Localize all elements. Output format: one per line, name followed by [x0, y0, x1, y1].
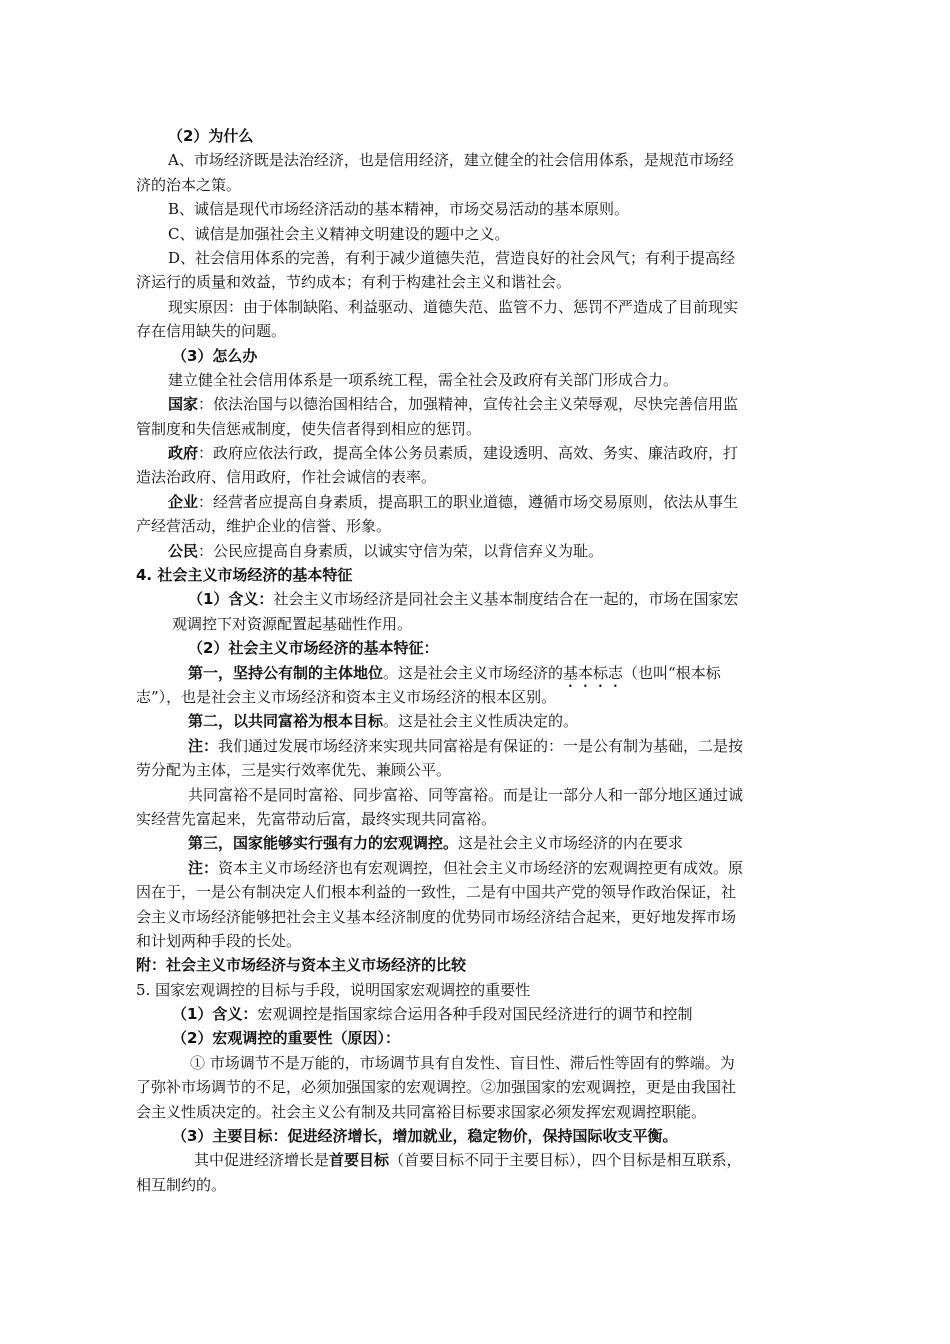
text-run: 造法治政府、信用政府，作社会诚信的表率。 [136, 468, 437, 487]
text-line [136, 563, 820, 587]
text-run: 5. 国家宏观调控的目标与手段，说明国家宏观调控的重要性 [136, 980, 531, 999]
text-run: 存在信用缺失的问题。 [136, 322, 287, 341]
text-run: （首要目标不同于主要目标），四个目标是相互联系， [389, 1151, 742, 1170]
text-run: 会主义市场经济能够把社会主义基本经济制度的优势同市场经济结合起来，更好地发挥市场 [136, 907, 737, 926]
text-line [136, 734, 820, 758]
text-run: 相互制约的。 [136, 1175, 227, 1194]
text-run: ：依法治国与以德治国相结合，加强精神，宣传社会主义荣辱观，尽快完善信用监 [198, 395, 739, 414]
text-line [136, 612, 820, 636]
text-line [136, 148, 820, 172]
text-line [136, 124, 820, 148]
text-line [136, 1051, 820, 1075]
bold-text: 第一，坚持公有制的主体地位 [188, 663, 384, 682]
text-line [136, 661, 820, 685]
text-line [136, 514, 820, 538]
text-run: 资本主义市场经济也有宏观调控，但社会主义市场经济的宏观调控更有成效。原 [218, 858, 744, 877]
text-line [136, 929, 820, 953]
text-run: ：经营者应提高自身素质，提高职工的职业道德，遵循市场交易原则，依法从事生 [198, 492, 739, 511]
bold-text: 4. 社会主义市场经济的基本特征 [136, 566, 353, 585]
text-run: B、诚信是现代市场经济活动的基本精神，市场交易活动的基本原则。 [168, 200, 630, 219]
text-line [136, 856, 820, 880]
text-run: 这是社会主义市场经济的内在要求 [458, 834, 684, 853]
text-run: 。这是社会主义市场经济的 [383, 663, 564, 682]
text-run: 实经营先富起来，先富带动后富，最终实现共同富裕。 [136, 809, 497, 828]
text-line [136, 197, 820, 221]
text-run: C、诚信是加强社会主义精神文明建设的题中之义。 [168, 224, 510, 243]
text-line [136, 1173, 820, 1197]
text-run: 。这是社会主义性质决定的。 [383, 712, 579, 731]
text-run: A、市场经济既是法治经济，也是信用经济，建立健全的社会信用体系，是规范市场经 [168, 151, 734, 170]
bold-text: 附：社会主义市场经济与资本主义市场经济的比较 [136, 956, 467, 975]
text-line [136, 490, 820, 514]
text-run: ：政府应依法行政，提高全体公务员素质，建设透明、高效、务实、廉洁政府，打 [198, 444, 739, 463]
text-run: 了弥补市场调节的不足，必须加强国家的宏观调控。②加强国家的宏观调控，更是由我国社 [136, 1078, 737, 1097]
text-run: 建立健全社会信用体系是一项系统工程，需全社会及政府有关部门形成合力。 [168, 370, 679, 389]
text-line [136, 1075, 820, 1099]
document-page [136, 124, 820, 1197]
bold-text: （2）宏观调控的重要性（原因）： [172, 1029, 400, 1048]
bold-text: （2）为什么 [168, 127, 254, 145]
text-line [136, 295, 820, 319]
bold-text: 注： [188, 736, 219, 755]
text-line [136, 441, 820, 465]
text-line [136, 1124, 820, 1148]
text-run: 劳分配为主体，三是实行效率优先、兼顾公平。 [136, 761, 452, 780]
text-line [136, 807, 820, 831]
bold-text: 政府 [168, 444, 199, 463]
text-run: 济运行的质量和效益，节约成本；有利于构建社会主义和谐社会。 [136, 273, 572, 292]
text-line [136, 587, 820, 611]
text-line [136, 685, 820, 709]
text-run: 社会主义市场经济是同社会主义基本制度结合在一起的，市场在国家宏 [273, 590, 739, 609]
text-line [136, 368, 820, 392]
text-line [136, 222, 820, 246]
text-line [136, 392, 820, 416]
text-line [136, 173, 820, 197]
text-line [136, 636, 820, 660]
bold-text: 注： [188, 858, 219, 877]
text-run: 和计划两种手段的长处。 [136, 931, 302, 950]
bold-text: （2）社会主义市场经济的基本特征： [188, 639, 439, 658]
bold-text: 首要目标 [329, 1151, 390, 1170]
text-line [136, 246, 820, 270]
text-line [136, 709, 820, 733]
bold-text: 国家 [168, 395, 199, 414]
text-line [136, 831, 820, 855]
text-run: 产经营活动，维护企业的信誉、形象。 [136, 517, 392, 536]
bold-text: （3）怎么办 [172, 346, 258, 365]
text-line [136, 1026, 820, 1050]
text-line [136, 417, 820, 441]
text-run: 宏观调控是指国家综合运用各种手段对国民经济进行的调节和控制 [257, 1005, 693, 1024]
text-run: ：公民应提高自身素质，以诚实守信为荣，以背信弃义为耻。 [198, 541, 604, 560]
bold-text: 第二，以共同富裕为根本目标 [188, 712, 384, 731]
text-run: 现实原因：由于体制缺陷、利益驱动、道德失范、监管不力、惩罚不严造成了目前现实 [168, 297, 739, 316]
text-run: 济的治本之策。 [136, 175, 242, 194]
text-run: D、社会信用体系的完善，有利于减少道德失范，营造良好的社会风气；有利于提高经 [168, 248, 736, 267]
bold-text: 第三，国家能够实行强有力的宏观调控。 [188, 834, 459, 853]
text-run: 观调控下对资源配置起基础性作用。 [172, 614, 413, 633]
text-run: 管制度和失信惩戒制度，使失信者得到相应的惩罚。 [136, 419, 482, 438]
text-line [136, 344, 820, 368]
text-run: ① 市场调节不是万能的，市场调节具有自发性、盲目性、滞后性等固有的弊端。为 [190, 1053, 735, 1072]
text-run: （也叫“根本标 [623, 663, 721, 682]
text-line [136, 1002, 820, 1026]
text-line [136, 319, 820, 343]
text-line [136, 953, 820, 977]
emphasized-text: 基本标志 [563, 663, 624, 682]
text-run: 共同富裕不是同时富裕、同步富裕、同等富裕。而是让一部分人和一部分地区通过诚 [188, 785, 744, 804]
text-run: 其中促进经济增长是 [194, 1151, 330, 1170]
text-run: 因在于，一是公有制决定人们根本利益的一致性，二是有中国共产党的领导作政治保证，社 [136, 883, 737, 902]
bold-text: （1）含义： [172, 1005, 258, 1024]
text-line [136, 539, 820, 563]
text-run: 会主义性质决定的。社会主义公有制及共同富裕目标要求国家必须发挥宏观调控职能。 [136, 1102, 707, 1121]
text-line [136, 465, 820, 489]
text-line [136, 783, 820, 807]
text-line [136, 758, 820, 782]
text-line [136, 1148, 820, 1172]
bold-text: （1）含义： [188, 590, 274, 609]
bold-text: 企业 [168, 492, 199, 511]
bold-text: （3）主要目标：促进经济增长，增加就业，稳定物价，保持国际收支平衡。 [172, 1127, 678, 1146]
text-run: 志”），也是社会主义市场经济和资本主义市场经济的根本区别。 [136, 687, 557, 706]
text-line [136, 905, 820, 929]
bold-text: 公民 [168, 541, 199, 560]
text-line [136, 978, 820, 1002]
text-line [136, 880, 820, 904]
text-line [136, 270, 820, 294]
text-line [136, 1100, 820, 1124]
text-run: 我们通过发展市场经济来实现共同富裕是有保证的：一是公有制为基础，二是按 [218, 736, 744, 755]
